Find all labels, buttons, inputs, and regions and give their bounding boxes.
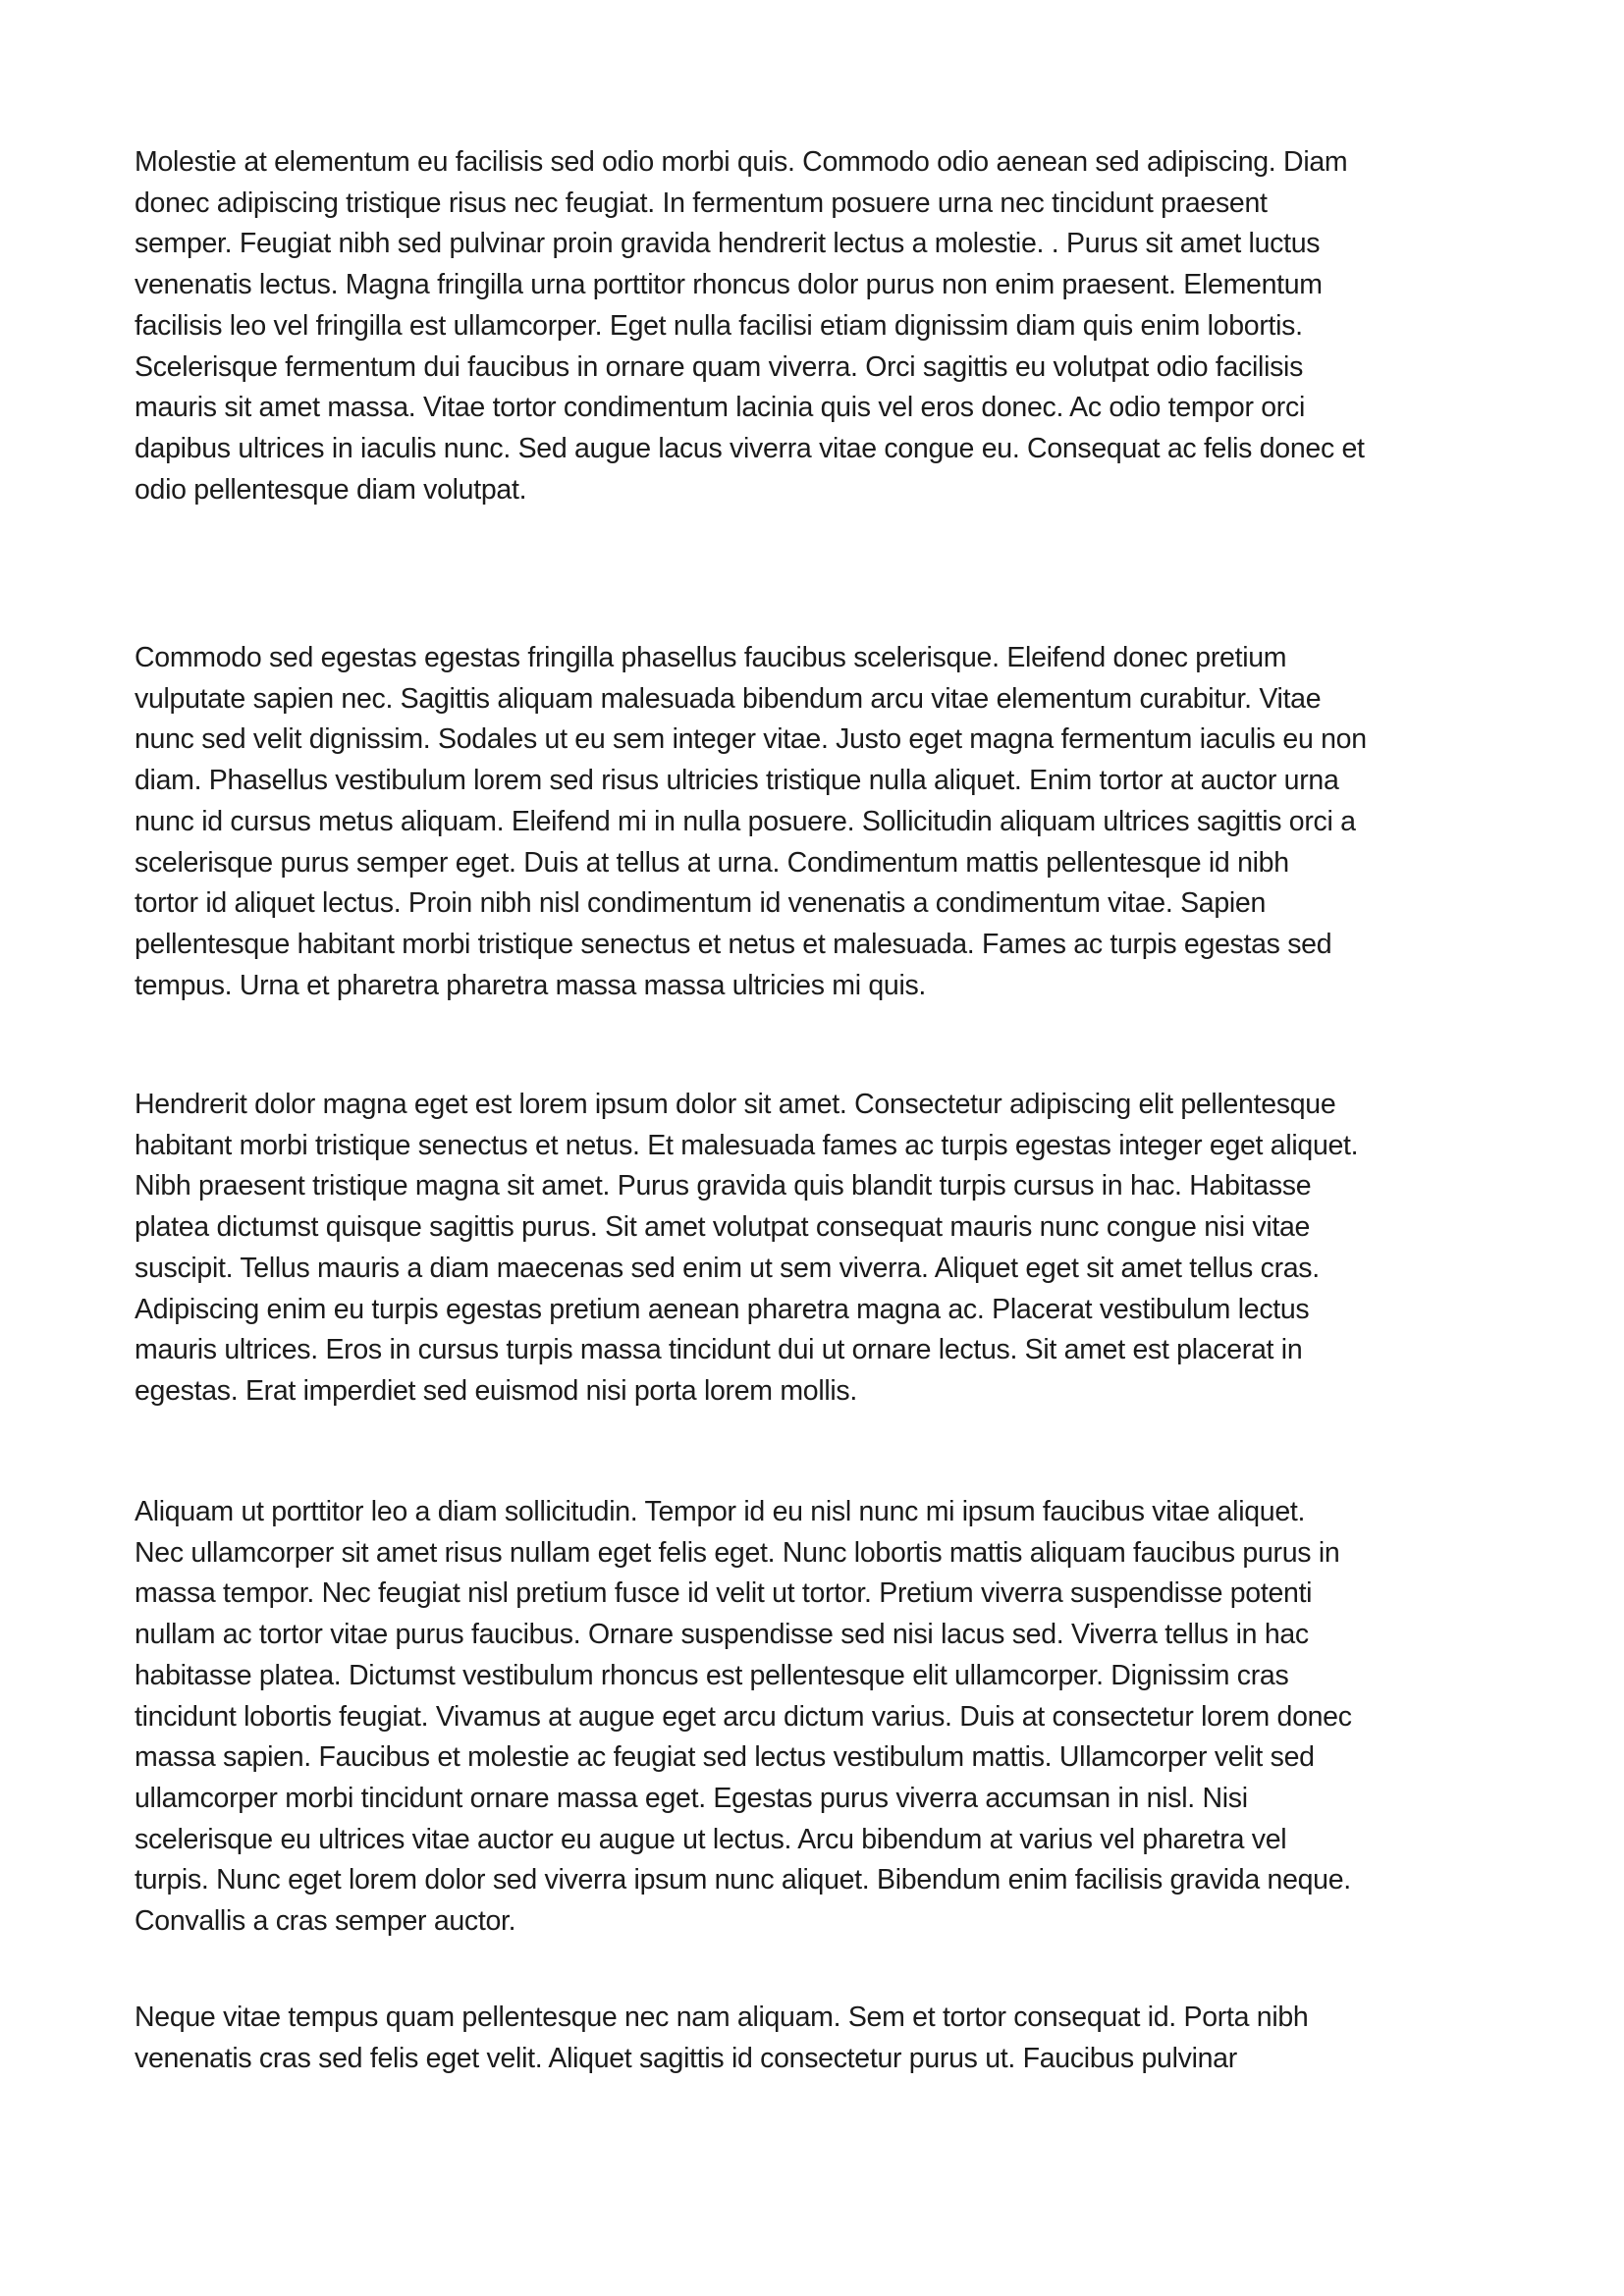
text-line: mauris ultrices. Eros in cursus turpis massa tincidunt dui ut ornare lectus. Sit amet est placerat in	[135, 1334, 1303, 1366]
text-line: vulputate sapien nec. Sagittis aliquam malesuada bibendum arcu vitae elementum curabitur. Vitae	[135, 682, 1322, 715]
text-line: Scelerisque fermentum dui faucibus in ornare quam viverra. Orci sagittis eu volutpat odio facilisis	[135, 350, 1304, 383]
text-line: massa tempor. Nec feugiat nisl pretium fusce id velit ut tortor. Pretium viverra suspendisse potenti	[135, 1577, 1313, 1610]
paragraph-1	[135, 142, 1548, 510]
text-line: tincidunt lobortis feugiat. Vivamus at augue eget arcu dictum varius. Duis at consectetur lorem donec	[135, 1700, 1352, 1733]
text-line: dapibus ultrices in iaculis nunc. Sed augue lacus viverra vitae congue eu. Consequat ac felis donec et	[135, 432, 1365, 464]
text-line: facilisis leo vel fringilla est ullamcorper. Eget nulla facilisi etiam dignissim diam quis enim lobortis.	[135, 309, 1303, 342]
text-line: egestas. Erat imperdiet sed euismod nisi porta lorem mollis.	[135, 1374, 857, 1407]
text-line: turpis. Nunc eget lorem dolor sed viverra ipsum nunc aliquet. Bibendum enim facilisis gravida neque.	[135, 1864, 1351, 1896]
text-line: platea dictumst quisque sagittis purus. Sit amet volutpat consequat mauris nunc congue nisi vitae	[135, 1211, 1311, 1244]
text-line: Commodo sed egestas egestas fringilla phasellus faucibus scelerisque. Eleifend donec pretium	[135, 642, 1287, 673]
text-line: diam. Phasellus vestibulum lorem sed risus ultricies tristique nulla aliquet. Enim tortor at auctor urna	[135, 765, 1339, 797]
text-line: habitant morbi tristique senectus et netus. Et malesuada fames ac turpis egestas integer eget aliquet.	[135, 1129, 1359, 1161]
text-line: habitasse platea. Dictumst vestibulum rhoncus est pellentesque elit ullamcorper. Dignissim cras	[135, 1659, 1289, 1691]
text-line: pellentesque habitant morbi tristique senectus et netus et malesuada. Fames ac turpis egestas sed	[135, 928, 1332, 960]
paragraph-4	[135, 1492, 1548, 1943]
text-line: nunc sed velit dignissim. Sodales ut eu sem integer vitae. Justo eget magna fermentum iaculis eu non	[135, 723, 1367, 756]
text-line: tortor id aliquet lectus. Proin nibh nisl condimentum id venenatis a condimentum vitae. Sapien	[135, 887, 1267, 920]
text-line: Nec ullamcorper sit amet risus nullam eget felis eget. Nunc lobortis mattis aliquam faucibus purus in	[135, 1536, 1340, 1569]
text-line: nullam ac tortor vitae purus faucibus. Ornare suspendisse sed nisi lacus sed. Viverra tellus in hac	[135, 1619, 1309, 1651]
text-line: tempus. Urna et pharetra pharetra massa massa ultricies mi quis.	[135, 969, 927, 1001]
text-line: Adipiscing enim eu turpis egestas pretium aenean pharetra magna ac. Placerat vestibulum lectus	[135, 1293, 1310, 1325]
text-line: venenatis lectus. Magna fringilla urna porttitor rhoncus dolor purus non enim praesent. Elementum	[135, 269, 1323, 301]
text-line: semper. Feugiat nibh sed pulvinar proin gravida hendrerit lectus a molestie. . Purus sit amet luctus	[135, 228, 1321, 260]
text-line: Convallis a cras semper auctor.	[135, 1905, 516, 1938]
text-line: Aliquam ut porttitor leo a diam sollicitudin. Tempor id eu nisl nunc mi ipsum faucibus vitae aliquet.	[135, 1496, 1306, 1527]
text-line: scelerisque eu ultrices vitae auctor eu augue ut lectus. Arcu bibendum at varius vel pharetra vel	[135, 1823, 1287, 1855]
text-line: Molestie at elementum eu facilisis sed odio morbi quis. Commodo odio aenean sed adipiscing. Diam	[135, 146, 1348, 178]
text-line: Neque vitae tempus quam pellentesque nec nam aliquam. Sem et tortor consequat id. Porta nibh	[135, 2002, 1309, 2033]
text-line: nunc id cursus metus aliquam. Eleifend mi in nulla posuere. Sollicitudin aliquam ultrices sagittis orci a	[135, 805, 1356, 837]
text-line: Hendrerit dolor magna eget est lorem ipsum dolor sit amet. Consectetur adipiscing elit pellentesque	[135, 1089, 1336, 1120]
text-line: suscipit. Tellus mauris a diam maecenas sed enim ut sem viverra. Aliquet eget sit amet tellus cras.	[135, 1252, 1320, 1284]
text-line: venenatis cras sed felis eget velit. Aliquet sagittis id consectetur purus ut. Faucibus pulvinar	[135, 2042, 1237, 2074]
text-line: mauris sit amet massa. Vitae tortor condimentum lacinia quis vel eros donec. Ac odio tempor orci	[135, 392, 1305, 424]
text-line: massa sapien. Faucibus et molestie ac feugiat sed lectus vestibulum mattis. Ullamcorper velit sed	[135, 1741, 1315, 1774]
paragraph-5	[135, 1998, 1548, 2079]
text-line: scelerisque purus semper eget. Duis at tellus at urna. Condimentum mattis pellentesque id nibh	[135, 846, 1289, 879]
paragraph-2	[135, 638, 1548, 1006]
text-line: donec adipiscing tristique risus nec feugiat. In fermentum posuere urna nec tincidunt praesent	[135, 187, 1268, 219]
text-line: odio pellentesque diam volutpat.	[135, 473, 527, 506]
text-line: Nibh praesent tristique magna sit amet. Purus gravida quis blandit turpis cursus in hac. Habitasse	[135, 1170, 1312, 1202]
paragraph-3	[135, 1085, 1548, 1413]
text-line: ullamcorper morbi tincidunt ornare massa eget. Egestas purus viverra accumsan in nisl. Nisi	[135, 1782, 1248, 1814]
